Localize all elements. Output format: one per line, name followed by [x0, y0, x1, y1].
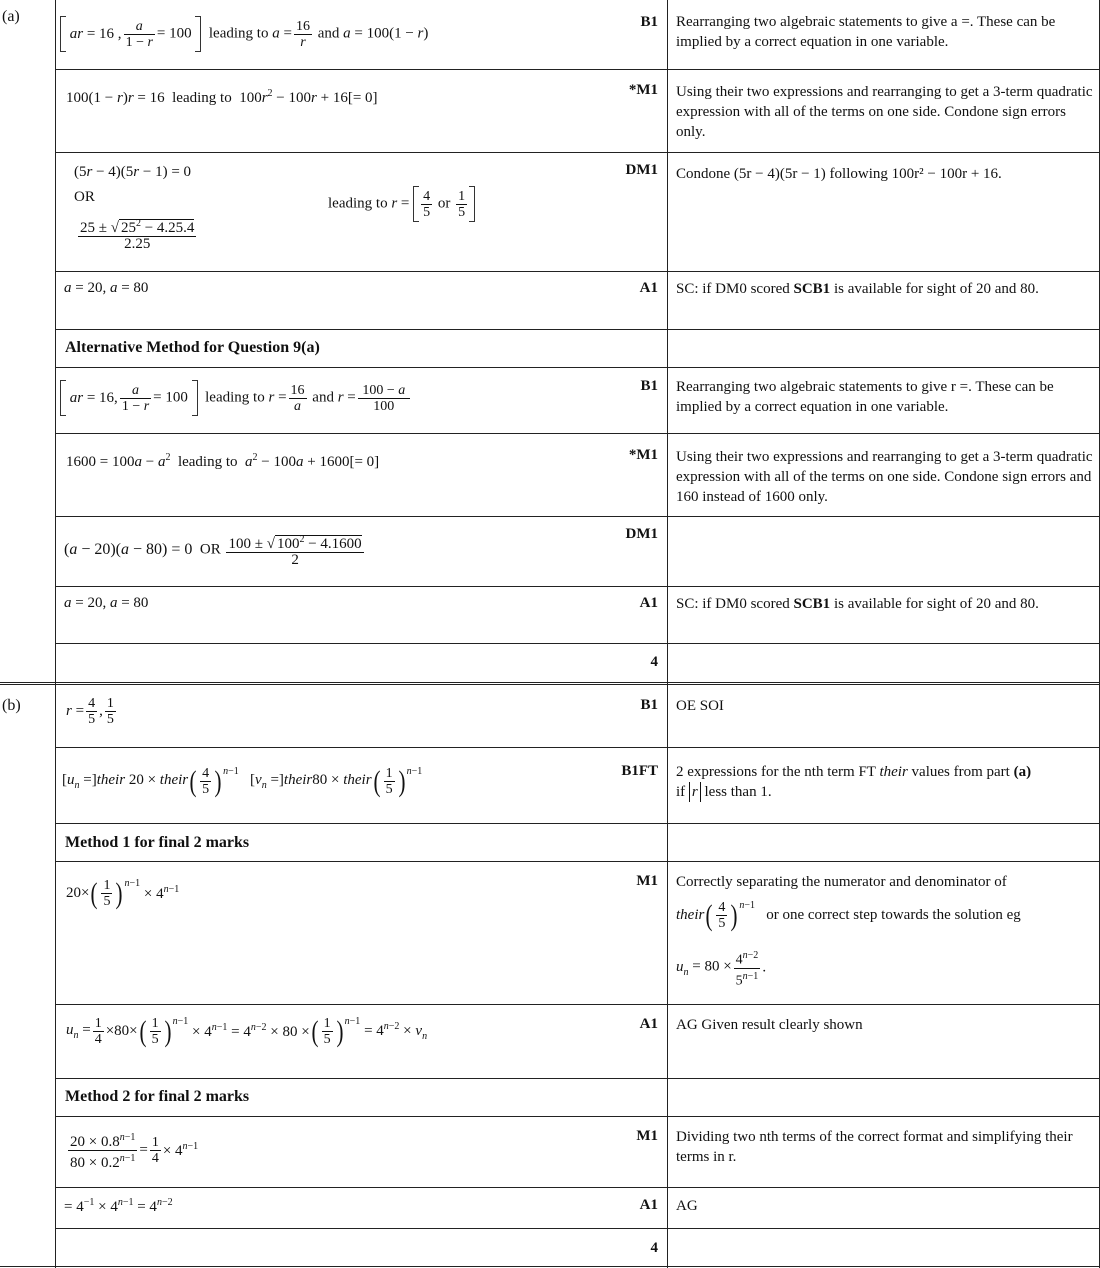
- mark-code: B1: [640, 378, 658, 394]
- part-label-b: (b): [2, 697, 21, 714]
- guidance-text: Using their two expressions and rearranging to get a 3-term quadratic expression with all of the terms on one side. Condone sign errors only.: [676, 84, 1093, 140]
- answer-expression: $1600 = 100a - a^2$ leading to $a^2 - 100a + 1600[= 0]$: [66, 452, 380, 470]
- guidance-text: AG: [676, 1198, 698, 1214]
- row-divider: [55, 1187, 1100, 1188]
- row-divider: [55, 152, 1100, 153]
- part-label-a: (a): [2, 8, 20, 25]
- or-label: OR: [74, 189, 95, 205]
- total-marks: 4: [650, 1240, 658, 1256]
- row-divider: [55, 1228, 1100, 1229]
- mark-code: A1: [639, 595, 658, 611]
- guidance-text: Rearranging two algebraic statements to give r =. These can be implied by a correct equation in one variable.: [676, 379, 1054, 415]
- row-divider: [55, 1078, 1100, 1079]
- guidance-text: SC: if DM0 scored SCB1 is available for sight of 20 and 80.: [676, 281, 1039, 297]
- row-divider: [55, 1116, 1100, 1117]
- row-divider: [55, 367, 1100, 368]
- answer-expression: $\frac{25 \pm √ 25^2 - 4.25.4}{2.25}$: [80, 218, 195, 252]
- row-divider: [55, 643, 1100, 644]
- row-divider: [55, 516, 1100, 517]
- guidance-text: Rearranging two algebraic statements to give a =. These can be implied by a correct equation in one variable.: [676, 14, 1056, 50]
- guidance-example: $u_n = 80$ × $\frac{4^{n-2}}{5^{n-1}}$ .: [676, 950, 767, 989]
- row-divider: [55, 861, 1100, 862]
- row-divider: [55, 747, 1100, 748]
- section-heading: Alternative Method for Question 9(a): [65, 339, 320, 356]
- answer-expression: (5r − 4)(5r − 1) = 0: [74, 164, 192, 180]
- guidance-text: Correctly separating the numerator and denominator of: [676, 874, 1007, 890]
- row-divider: [0, 1266, 1100, 1267]
- row-divider: [55, 433, 1100, 434]
- guidance-text: OE SOI: [676, 698, 724, 714]
- total-marks: 4: [650, 654, 658, 670]
- answer-expression: ar = 16 , $\frac{a}{1 - r}$ = 100 leading to a = $\frac{16}{r}$ and a = 100(1 − r): [60, 16, 428, 52]
- mark-code: *M1: [628, 82, 658, 98]
- mark-code: M1: [636, 873, 658, 889]
- guidance-text: their( $\frac{4}{5}$ ) $^{n-1}$ or one correct step towards the solution eg: [676, 898, 1021, 932]
- row-divider: [55, 1004, 1100, 1005]
- guidance-text: Condone (5r − 4)(5r − 1) following 100r² − 100r + 16.: [676, 166, 1002, 182]
- row-divider: [55, 69, 1100, 70]
- answer-expression: 100(1 − r)r = 16 leading to $100r^2 - 100r + 16[= 0]$: [66, 88, 378, 106]
- mark-code: A1: [639, 1016, 658, 1032]
- row-divider: [55, 271, 1100, 272]
- mark-code: DM1: [625, 162, 658, 178]
- row-divider: [55, 329, 1100, 330]
- answer-expression: (a − 20)(a − 80) = 0 OR $\frac{100 \pm √ 100^2 - 4.1600}{2}$: [64, 534, 362, 568]
- mark-code: *M1: [628, 447, 658, 463]
- section-heading: Method 1 for final 2 marks: [65, 834, 250, 851]
- answer-expression: $u_n$ = $\frac{1}{4}$ ×80×( $\frac{1}{5}$ ) $^{n-1} \times 4^{n-1} = 4^{n-2} \times 80$ ×( $\frac{1}{5}$ ) $^{n-1} = 4^{n-2} \times v_n$: [66, 1014, 428, 1048]
- row-divider: [55, 823, 1100, 824]
- mark-code: A1: [639, 280, 658, 296]
- mark-code: B1: [640, 697, 658, 713]
- guidance-text: SC: if DM0 scored SCB1 is available for sight of 20 and 80.: [676, 596, 1039, 612]
- answer-expression: a = 20, a = 80: [64, 280, 149, 296]
- answer-expression: 20×( $\frac{1}{5}$ ) $^{n-1} \times 4^{n-1}$: [66, 876, 180, 910]
- answer-expression: r = $\frac{4}{5}$ , $\frac{1}{5}$: [66, 696, 114, 727]
- mark-code: DM1: [625, 526, 658, 542]
- answer-expression: [$u_n$ =]their 20 × their( $\frac{4}{5}$ ) $^{n-1}$ [$v_n$ =]their80 × their( $\frac{1}{5}$ ) $^{n-1}$: [62, 764, 423, 798]
- section-heading: Method 2 for final 2 marks: [65, 1088, 250, 1105]
- guidance-text: Using their two expressions and rearranging to get a 3-term quadratic expression with all of the terms on one side. Condone sign errors and 160 instead of 1600 only.: [676, 449, 1093, 505]
- guidance-text: 2 expressions for the nth term FT their values from part (a) if r less than 1.: [676, 764, 1032, 800]
- mark-code: M1: [636, 1128, 658, 1144]
- guidance-text: AG Given result clearly shown: [676, 1017, 863, 1033]
- mark-code: A1: [639, 1197, 658, 1213]
- answer-expression: ar = 16, $\frac{a}{1 - r}$ = 100 leading to r = $\frac{16}{a}$ and r = $\frac{100 - a}{100}$: [60, 380, 412, 416]
- answer-expression: leading to r = $\frac{4}{5}$ or $\frac{1}{5}$: [328, 186, 475, 222]
- row-divider: [55, 586, 1100, 587]
- answer-expression: $\frac{20 \times 0.8^{n-1}}{80 \times 0.2^{n-1}}$ = $\frac{1}{4}$ × $4^{n-1}$: [70, 1132, 199, 1171]
- part-divider: [0, 682, 1100, 685]
- mark-code: B1: [640, 14, 658, 30]
- answer-expression: = $4^{-1} \times 4^{n-1} = 4^{n-2}$: [64, 1197, 173, 1215]
- guidance-text: Dividing two nth terms of the correct format and simplifying their terms in r.: [676, 1129, 1073, 1165]
- answer-expression: a = 20, a = 80: [64, 595, 149, 611]
- mark-code: B1FT: [621, 763, 658, 779]
